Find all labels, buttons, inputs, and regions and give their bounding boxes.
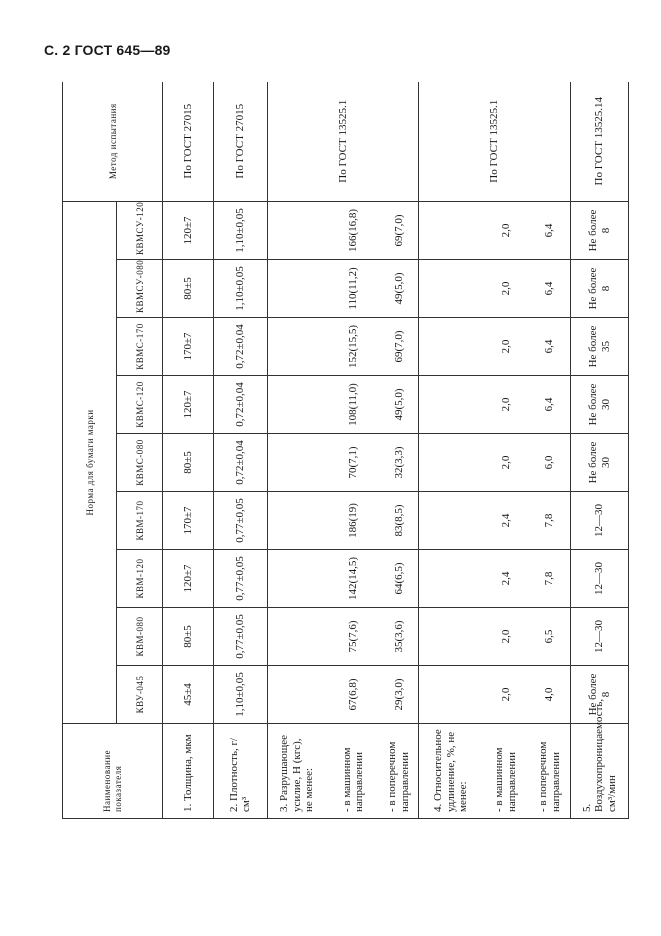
value-cell: Не более 8 (571, 260, 629, 318)
rotated-table-frame (62, 82, 629, 819)
value-cell (268, 550, 327, 608)
value-cell: 120±7 (163, 550, 213, 608)
value-cell (268, 434, 327, 492)
value-cell: 2,4 (483, 550, 529, 608)
value-cell: 0,72±0,04 (213, 434, 267, 492)
grade-header-5: КВМС-120 (117, 376, 163, 434)
grade-header-7: КВМСУ-080 (117, 260, 163, 318)
value-cell: 70(7,1) (326, 434, 380, 492)
value-cell: 45±4 (163, 666, 213, 724)
value-cell: 108(11,0) (326, 376, 380, 434)
value-cell: 2,0 (483, 202, 529, 260)
table-body (63, 82, 629, 819)
value-cell (418, 666, 483, 724)
value-cell: 2,0 (483, 260, 529, 318)
value-cell: 2,0 (483, 666, 529, 724)
grade-header-4: КВМС-080 (117, 434, 163, 492)
rotated-table-container (62, 82, 629, 819)
row-label: - в поперечном направлении (380, 724, 418, 819)
value-cell: 49(5,0) (380, 260, 418, 318)
value-cell: 4,0 (529, 666, 571, 724)
value-cell (268, 376, 327, 434)
value-cell (418, 434, 483, 492)
value-cell: 110(11,2) (326, 260, 380, 318)
value-cell: 120±7 (163, 376, 213, 434)
column-name-header: Наименование показателя (63, 724, 163, 819)
row-label: 4. Относительное удлинение, %, не менее: (418, 724, 483, 819)
method-cell: По ГОСТ 27015 (213, 82, 267, 202)
value-cell (268, 666, 327, 724)
value-cell (418, 492, 483, 550)
value-cell: 80±5 (163, 260, 213, 318)
grade-header-1: КВМ-080 (117, 608, 163, 666)
row-label: 1. Толщина, мкм (163, 724, 213, 819)
specification-table (62, 82, 629, 819)
value-cell: 6,0 (529, 434, 571, 492)
table-row (163, 82, 213, 819)
value-cell: 12—30 (571, 492, 629, 550)
value-cell: 80±5 (163, 608, 213, 666)
table-row (268, 82, 327, 819)
value-cell: Не более 8 (571, 202, 629, 260)
value-cell (268, 318, 327, 376)
value-cell (418, 550, 483, 608)
value-cell: 1,10±0,05 (213, 260, 267, 318)
value-cell (268, 202, 327, 260)
value-cell: 186(19) (326, 492, 380, 550)
value-cell: 7,8 (529, 550, 571, 608)
value-cell: 2,0 (483, 318, 529, 376)
value-cell: 6,4 (529, 376, 571, 434)
value-cell: 69(7,0) (380, 318, 418, 376)
value-cell (418, 202, 483, 260)
method-cell: По ГОСТ 13525.1 (268, 82, 419, 202)
row-label: 3. Разрушающее усилие, Н (кгс), не менее: (268, 724, 327, 819)
value-cell: 35(3,6) (380, 608, 418, 666)
value-cell: 170±7 (163, 492, 213, 550)
method-cell: По ГОСТ 13525.1 (418, 82, 571, 202)
value-cell: 120±7 (163, 202, 213, 260)
value-cell: 166(16,8) (326, 202, 380, 260)
value-cell: 6,5 (529, 608, 571, 666)
row-label: - в машинном направлении (483, 724, 529, 819)
value-cell: 67(6,8) (326, 666, 380, 724)
value-cell (268, 260, 327, 318)
value-cell: 83(8,5) (380, 492, 418, 550)
value-cell: 1,10±0,05 (213, 202, 267, 260)
value-cell: 2,0 (483, 608, 529, 666)
group-header-row (63, 82, 117, 819)
grade-header-3: КВМ-170 (117, 492, 163, 550)
value-cell: 1,10±0,05 (213, 666, 267, 724)
method-cell: По ГОСТ 13525.14 (571, 82, 629, 202)
row-label: 2. Плотность, г/см³ (213, 724, 267, 819)
value-cell: 80±5 (163, 434, 213, 492)
value-cell (418, 318, 483, 376)
grade-header-0: КВУ-045 (117, 666, 163, 724)
table-row (418, 82, 483, 819)
grade-header-6: КВМС-170 (117, 318, 163, 376)
row-label: 5. Воздухопроницаемость, см³/мин (571, 724, 629, 819)
table-row (571, 82, 629, 819)
value-cell: 0,77±0,05 (213, 550, 267, 608)
grade-header-2: КВМ-120 (117, 550, 163, 608)
row-label: - в машинном направлении (326, 724, 380, 819)
value-cell: 2,0 (483, 376, 529, 434)
value-cell: 0,72±0,04 (213, 376, 267, 434)
value-cell: 142(14,5) (326, 550, 380, 608)
value-cell: 6,4 (529, 318, 571, 376)
value-cell: 75(7,6) (326, 608, 380, 666)
value-cell: Не более 35 (571, 318, 629, 376)
value-cell: 0,77±0,05 (213, 608, 267, 666)
value-cell: 6,4 (529, 260, 571, 318)
row-label: - в поперечном направлении (529, 724, 571, 819)
grade-header-8: КВМСУ-120 (117, 202, 163, 260)
table-row (213, 82, 267, 819)
value-cell: 170±7 (163, 318, 213, 376)
value-cell: 29(3,0) (380, 666, 418, 724)
value-cell (418, 608, 483, 666)
value-cell (268, 492, 327, 550)
value-cell: Не более 8 (571, 666, 629, 724)
method-cell: По ГОСТ 27015 (163, 82, 213, 202)
group-header: Норма для бумаги марки (63, 202, 117, 724)
page-header: С. 2 ГОСТ 645—89 (44, 42, 171, 58)
value-cell (268, 608, 327, 666)
value-cell: Не более 30 (571, 376, 629, 434)
value-cell: 0,77±0,05 (213, 492, 267, 550)
value-cell: 32(3,3) (380, 434, 418, 492)
value-cell (418, 376, 483, 434)
value-cell: 152(15,5) (326, 318, 380, 376)
value-cell (418, 260, 483, 318)
value-cell: 7,8 (529, 492, 571, 550)
value-cell: 0,72±0,04 (213, 318, 267, 376)
value-cell: 12—30 (571, 608, 629, 666)
value-cell: 2,0 (483, 434, 529, 492)
value-cell: 49(5,0) (380, 376, 418, 434)
value-cell: 64(6,5) (380, 550, 418, 608)
value-cell: 2,4 (483, 492, 529, 550)
value-cell: 69(7,0) (380, 202, 418, 260)
value-cell: 6,4 (529, 202, 571, 260)
value-cell: Не более 30 (571, 434, 629, 492)
value-cell: 12—30 (571, 550, 629, 608)
method-header: Метод испытания (63, 82, 163, 202)
